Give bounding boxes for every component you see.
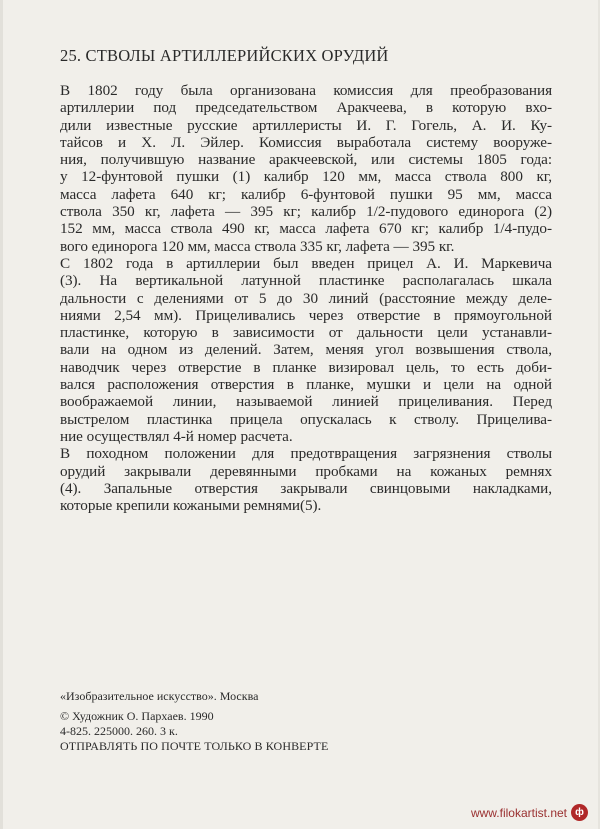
imprint bbox=[60, 689, 258, 740]
text-line: масса лафета 640 кг; калибр 6-фунтовой пушки 95 мм, масса bbox=[60, 185, 552, 203]
text-line: ствола 350 кг, лафета — 395 кг; калибр 1/2-пудового единорога (2) bbox=[60, 203, 552, 221]
body-text bbox=[60, 82, 552, 514]
text-line: вали на одном из делений. Затем, меняя угол возвышения ствола, bbox=[60, 341, 552, 359]
text-line: вался расположения отверстия в планке, мушки и цели на одной bbox=[60, 376, 552, 394]
text-line: у 12-фунтовой пушки (1) калибр 120 мм, масса ствола 800 кг, bbox=[60, 168, 552, 186]
text-line: (3). На вертикальной латунной пластинке располагалась шкала bbox=[60, 272, 552, 290]
text-line: пластинке, которую в зависимости от дальности цели устанавли- bbox=[60, 324, 552, 342]
text-line: С 1802 года в артиллерии был введен прицел А. И. Маркевича bbox=[60, 254, 552, 272]
print-codes: 4-825. 225000. 260. 3 к. bbox=[60, 724, 178, 738]
mail-note: ОТПРАВЛЯТЬ ПО ПОЧТЕ ТОЛЬКО В КОНВЕРТЕ bbox=[60, 739, 329, 753]
text-line: тайсов и Х. Л. Эйлер. Комиссия выработала систему вооруже- bbox=[60, 133, 552, 151]
text-line: артиллерии под председательством Аракчеева, в которую вхо- bbox=[60, 99, 552, 117]
artist-line: © Художник О. Пархаев. 1990 bbox=[60, 708, 214, 723]
text-line: В 1802 году была организована комиссия для преобразования bbox=[60, 82, 552, 99]
watermark-logo-icon: ф bbox=[571, 804, 588, 821]
text-line: которые крепили кожаными ремнями(5). bbox=[60, 497, 322, 515]
text-line: ние осуществлял 4-й номер расчета. bbox=[60, 427, 293, 445]
watermark-url: www.filokartist.net bbox=[470, 805, 567, 820]
publisher-line: «Изобразительное искусство». Москва bbox=[60, 689, 259, 703]
text-line: вого единорога 120 мм, масса ствола 335 кг, лафета — 395 кг. bbox=[60, 237, 455, 255]
text-line: (4). Запальные отверстия закрывали свинцовыми накладками, bbox=[60, 479, 552, 497]
text-line: наводчик через отверстие в планке визировал цель, то есть доби- bbox=[60, 358, 552, 376]
text-line: орудий закрывали деревянными пробками на кожаных ремнях bbox=[60, 462, 552, 480]
text-line: дили известные русские артиллеристы И. Г. Гогель, А. И. Ку- bbox=[60, 116, 552, 134]
text-line: дальности с делениями от 5 до 30 линий (расстояние между деле- bbox=[60, 289, 552, 307]
text-line: В походном положении для предотвращения загрязнения стволы bbox=[60, 445, 552, 463]
card-title: 25. СТВОЛЫ АРТИЛЛЕРИЙСКИХ ОРУДИЙ bbox=[60, 46, 389, 65]
text-line: ниями 2,54 мм). Прицеливались через отверстие в прямоугольной bbox=[60, 306, 552, 324]
text-line: выстрелом пластинка прицела опускалась к стволу. Прицелива- bbox=[60, 410, 552, 428]
text-line: 152 мм, масса ствола 490 кг, масса лафета 670 кг; калибр 1/4-пудо- bbox=[60, 220, 552, 238]
text-line: воображаемой линии, называемой линией прицеливания. Перед bbox=[60, 393, 552, 411]
text-line: ния, получившую название аракчеевской, или системы 1805 года: bbox=[60, 151, 552, 169]
watermark bbox=[471, 804, 588, 821]
